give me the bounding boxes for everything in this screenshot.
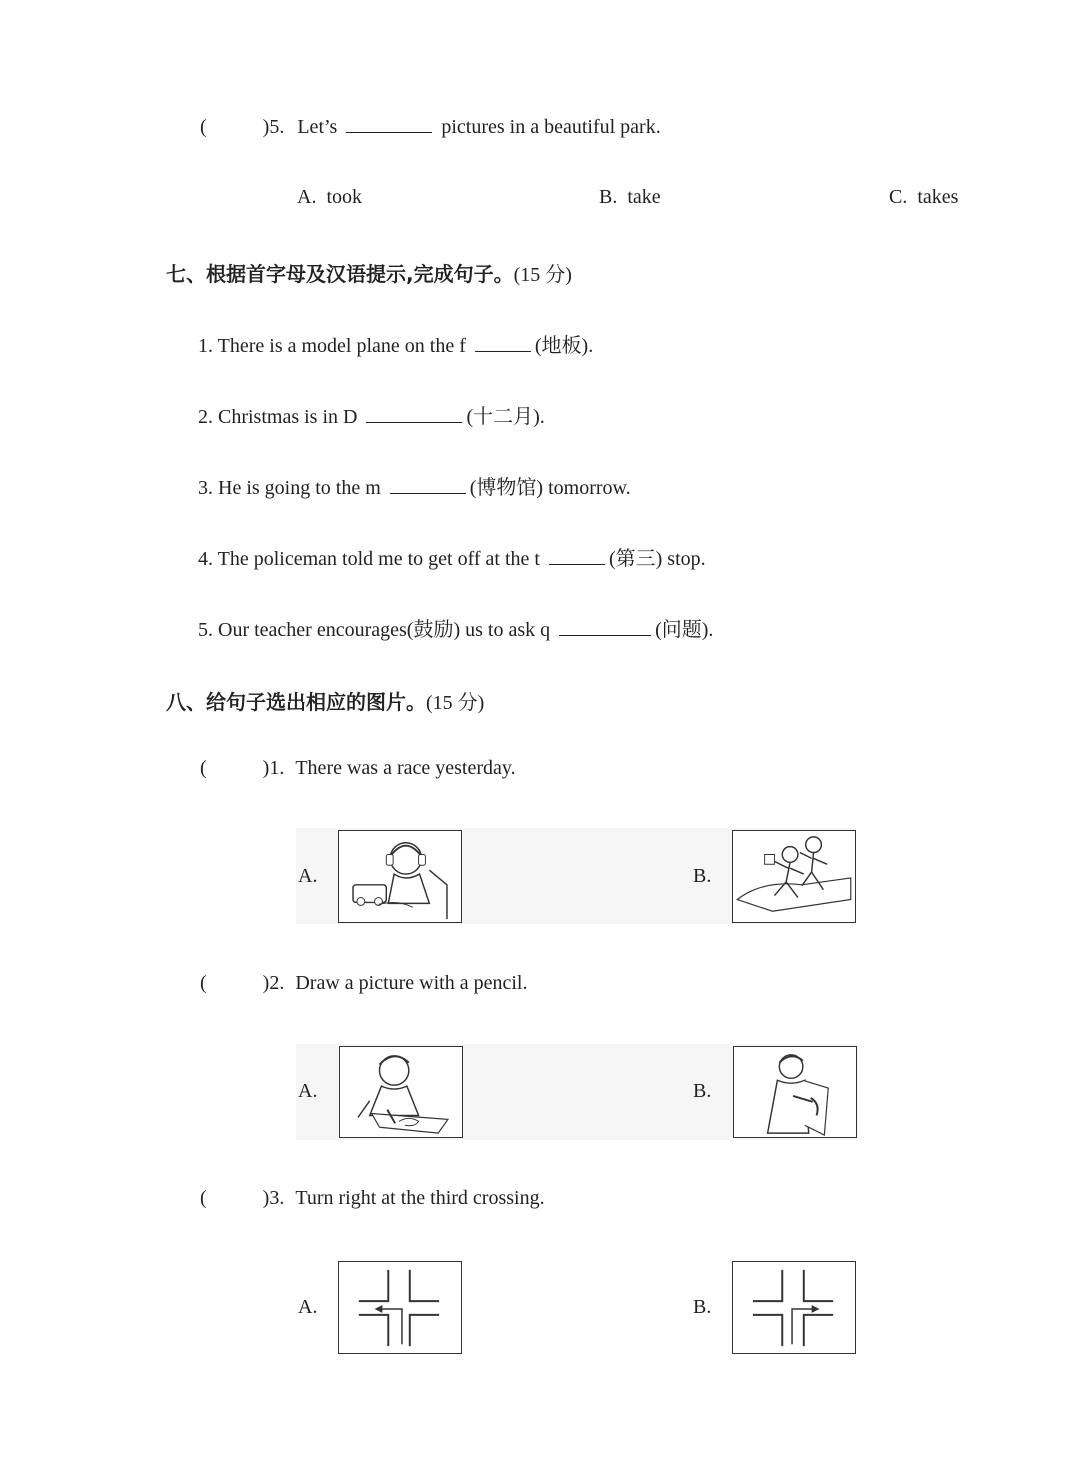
option-b-text: take	[627, 186, 661, 208]
crossing-arrow-left-icon[interactable]	[338, 1261, 462, 1354]
section-8-heading	[166, 686, 484, 715]
chinese-hint: (第三)	[608, 548, 663, 570]
question-number: 5.	[269, 116, 285, 138]
option-b-label: B.	[599, 186, 618, 208]
item-text-after: tomorrow.	[548, 477, 631, 499]
pic-option-a-label: A.	[298, 1296, 318, 1318]
fill-blank[interactable]	[549, 546, 605, 565]
option-b[interactable]	[599, 186, 661, 209]
item-text: He is going to the m	[218, 477, 381, 499]
chinese-hint: (博物馆)	[469, 477, 544, 499]
item-text: Christmas is in D	[218, 406, 358, 428]
boy-painting-icon[interactable]	[733, 1046, 857, 1138]
s7-item-3	[198, 471, 631, 500]
item-number: 3.	[269, 1187, 285, 1209]
section-7-score: (15 分)	[513, 264, 572, 286]
section-8-score: (15 分)	[426, 692, 485, 714]
question-text-after: pictures in a beautiful park.	[441, 116, 661, 138]
item-number: 1.	[269, 757, 285, 779]
answer-paren-close: )	[262, 757, 270, 779]
s8-item-3	[200, 1187, 545, 1210]
section-7-heading	[166, 258, 572, 287]
item-text: Turn right at the third crossing.	[295, 1187, 545, 1209]
answer-paren-open: (	[200, 116, 207, 138]
answer-paren-close: )	[262, 1187, 270, 1209]
fill-blank[interactable]	[390, 475, 466, 494]
s7-item-2	[198, 400, 545, 429]
s7-item-5	[198, 613, 713, 642]
option-a-text: took	[326, 186, 363, 208]
chinese-hint: (问题).	[655, 619, 714, 641]
fill-blank[interactable]	[366, 404, 462, 423]
item-text-after: stop.	[667, 548, 706, 570]
q6-5-line	[200, 114, 661, 139]
answer-paren-close: )	[262, 972, 270, 994]
s7-item-1	[198, 329, 593, 358]
option-a[interactable]	[297, 186, 362, 209]
fill-blank[interactable]	[559, 617, 651, 636]
option-c[interactable]	[889, 186, 958, 209]
answer-paren-open: (	[200, 1187, 207, 1209]
item-number: 1.	[198, 335, 213, 357]
answer-paren-open: (	[200, 757, 207, 779]
pic-option-a-label: A.	[298, 1080, 318, 1102]
fill-blank[interactable]	[475, 333, 531, 352]
item-number: 5.	[198, 619, 213, 641]
item-number: 2.	[269, 972, 285, 994]
running-race-icon[interactable]	[732, 830, 856, 923]
answer-paren-close: )	[262, 116, 270, 138]
fill-blank[interactable]	[346, 114, 432, 133]
section-7-title: 七、根据首字母及汉语提示,完成句子。	[166, 262, 514, 286]
item-text: There is a model plane on the f	[217, 335, 466, 357]
item-number: 2.	[198, 406, 213, 428]
option-c-label: C.	[889, 186, 908, 208]
crossing-arrow-right-icon[interactable]	[732, 1261, 856, 1354]
headphones-boy-icon[interactable]	[338, 830, 462, 923]
item-number: 3.	[198, 477, 213, 499]
pic-option-b-label: B.	[693, 1296, 712, 1318]
s8-item-2	[200, 972, 527, 995]
item-text: Draw a picture with a pencil.	[295, 972, 528, 994]
item-text: The policeman told me to get off at the t	[217, 548, 540, 570]
s7-item-4	[198, 542, 706, 571]
question-text-before: Let’s	[297, 116, 338, 138]
option-c-text: takes	[917, 186, 959, 208]
chinese-hint: (地板).	[534, 335, 594, 357]
section-8-title: 八、给句子选出相应的图片。	[166, 690, 426, 714]
item-number: 4.	[198, 548, 213, 570]
item-text: There was a race yesterday.	[295, 757, 516, 779]
option-a-label: A.	[297, 186, 317, 208]
boy-drawing-pencil-icon[interactable]	[339, 1046, 463, 1138]
answer-paren-open: (	[200, 972, 207, 994]
chinese-hint: (十二月).	[466, 406, 545, 428]
pic-option-b-label: B.	[693, 1080, 712, 1102]
s8-item-1	[200, 757, 516, 780]
pic-option-a-label: A.	[298, 865, 318, 887]
item-text: Our teacher encourages(鼓励) us to ask q	[218, 619, 551, 641]
pic-option-b-label: B.	[693, 865, 712, 887]
